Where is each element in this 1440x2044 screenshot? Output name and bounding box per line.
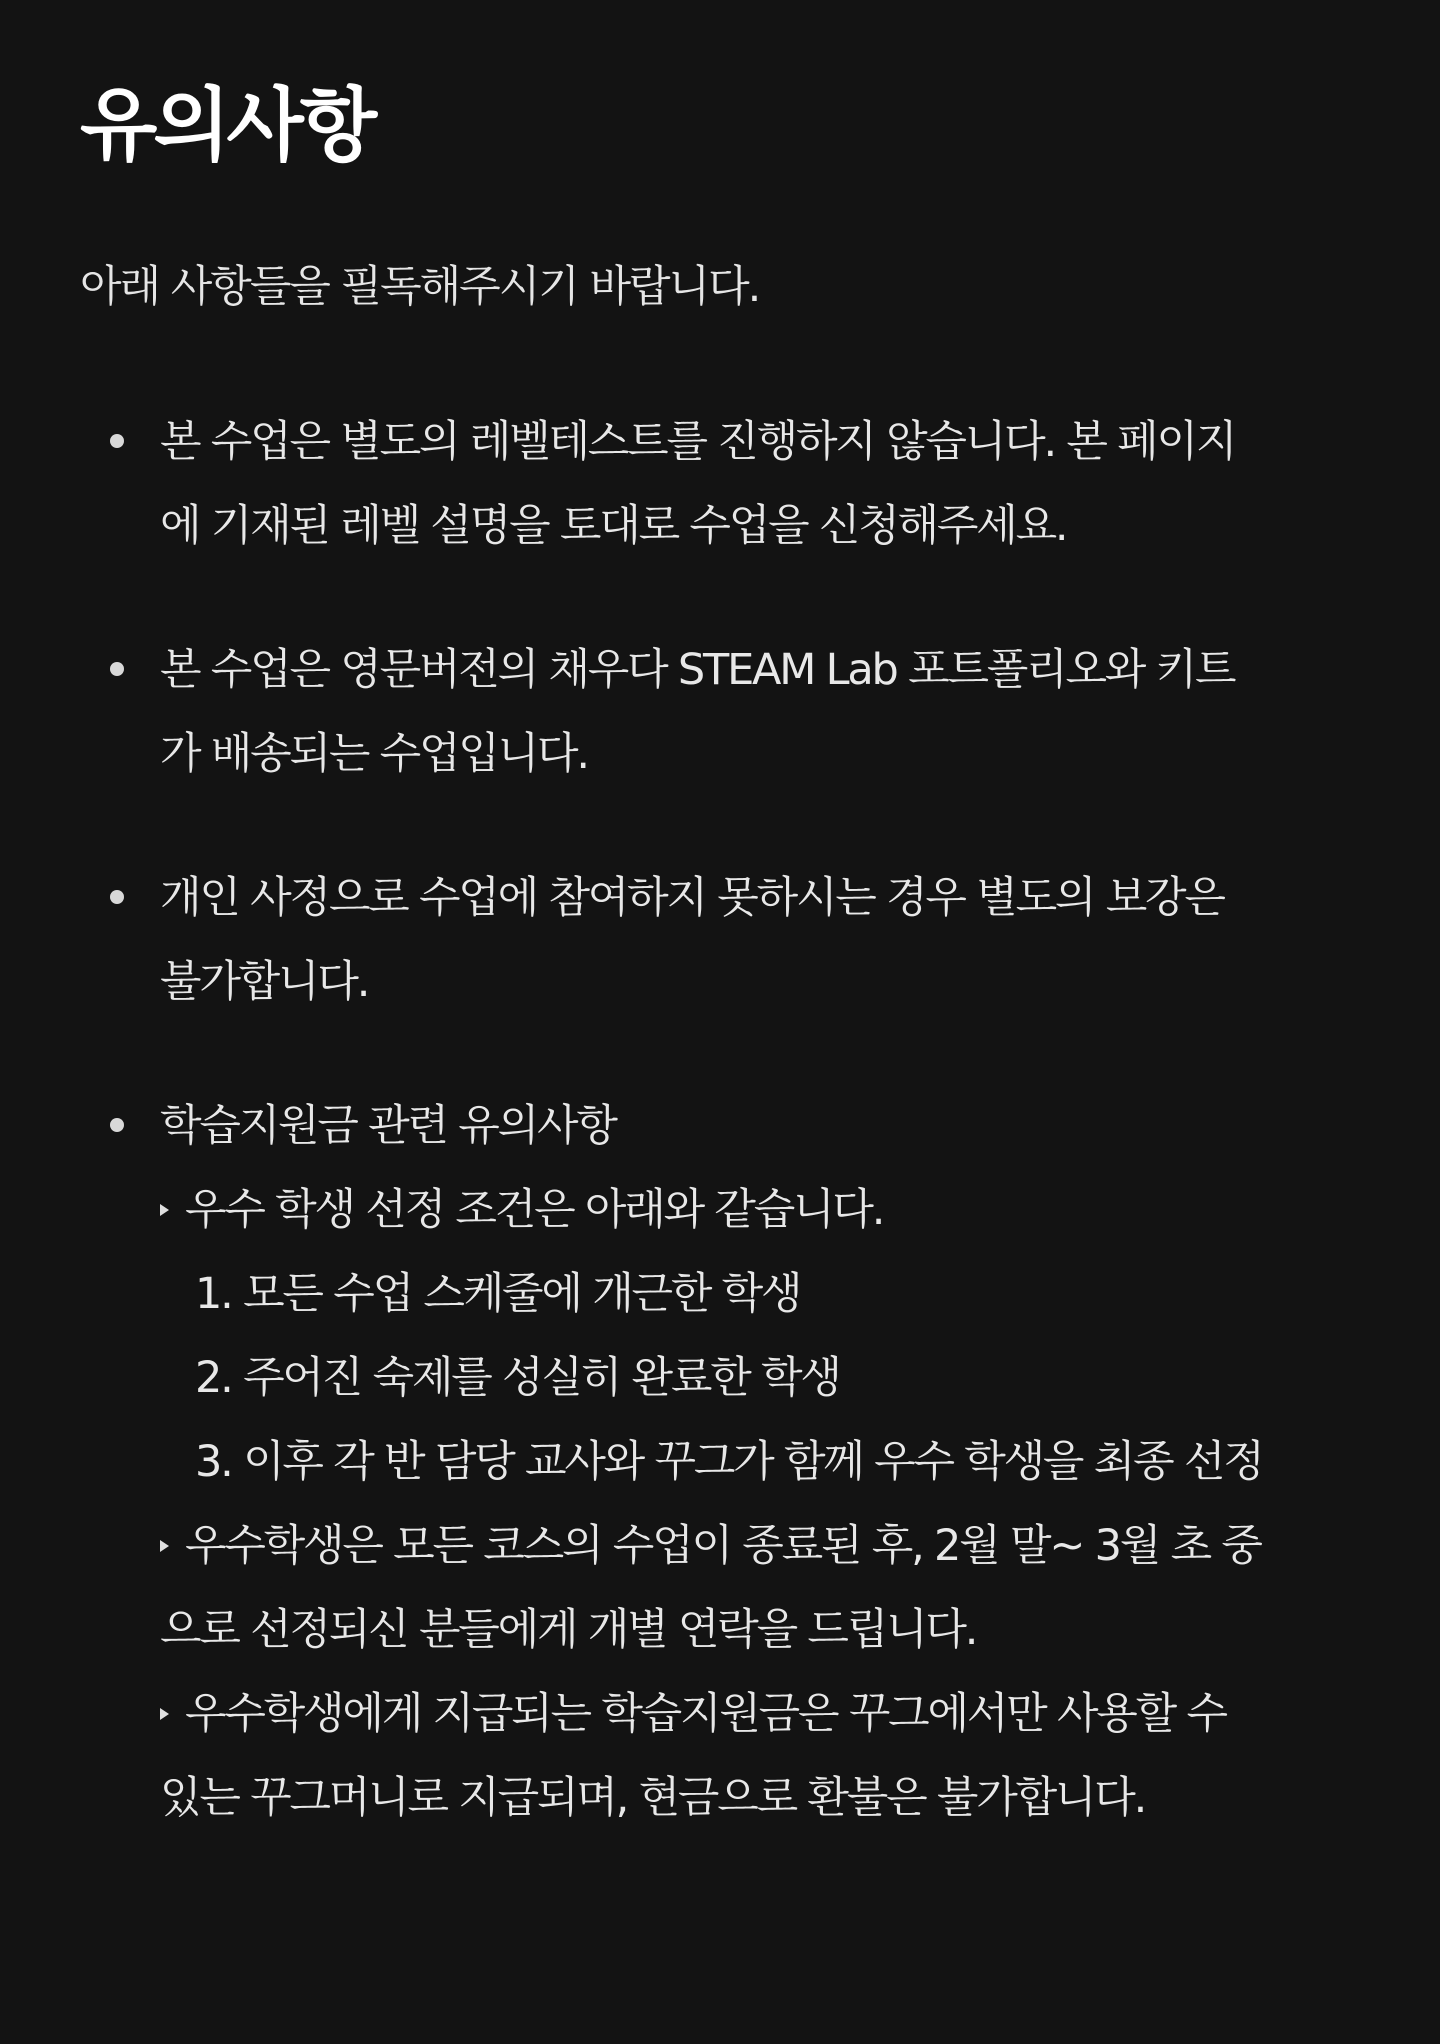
page-title: 유의사항 xyxy=(80,79,374,172)
note-text-line: 개인 사정으로 수업에 참여하지 못하시는 경우 별도의 보강은 xyxy=(160,873,1224,923)
triangle-right-icon xyxy=(160,1204,169,1216)
triangle-right-icon xyxy=(160,1708,169,1720)
page-subtitle: 아래 사항들을 필독해주시기 바랍니다. xyxy=(80,262,760,312)
note-text-line: 가 배송되는 수업입니다. xyxy=(160,729,588,779)
note-text-line: 에 기재된 레벨 설명을 토대로 수업을 신청해주세요. xyxy=(160,501,1067,551)
note-item-study-grant xyxy=(80,1084,1370,1840)
sub-item-continuation: 으로 선정되신 분들에게 개별 연락을 드립니다. xyxy=(160,1605,977,1655)
numbered-item: 2. 주어진 숙제를 성실히 완료한 학생 xyxy=(195,1353,840,1403)
bullet-icon xyxy=(110,1118,124,1132)
notes-list xyxy=(80,400,1370,1900)
note-item xyxy=(80,628,1370,796)
bullet-icon xyxy=(110,662,124,676)
numbered-item: 3. 이후 각 반 담당 교사와 꾸그가 함께 우수 학생을 최종 선정 xyxy=(195,1437,1263,1487)
sub-item-continuation: 있는 꾸그머니로 지급되며, 현금으로 환불은 불가합니다. xyxy=(160,1773,1146,1823)
note-text-line: 본 수업은 영문버전의 채우다 STEAM Lab 포트폴리오와 키트 xyxy=(160,645,1235,695)
note-item xyxy=(80,400,1370,568)
sub-item-text: 우수학생은 모든 코스의 수업이 종료된 후, 2월 말~ 3월 초 중 xyxy=(185,1521,1261,1571)
note-text-line: 본 수업은 별도의 레벨테스트를 진행하지 않습니다. 본 페이지 xyxy=(160,417,1236,467)
sub-item-text: 우수학생에게 지급되는 학습지원금은 꾸그에서만 사용할 수 xyxy=(185,1689,1226,1739)
sub-item xyxy=(160,1672,1370,1756)
sub-item-text: 우수 학생 선정 조건은 아래와 같습니다. xyxy=(185,1185,884,1235)
bullet-icon xyxy=(110,890,124,904)
triangle-right-icon xyxy=(160,1540,169,1552)
note-text-line: 불가합니다. xyxy=(160,957,369,1007)
note-heading: 학습지원금 관련 유의사항 xyxy=(160,1101,616,1151)
numbered-item: 1. 모든 수업 스케줄에 개근한 학생 xyxy=(195,1269,801,1319)
sub-item xyxy=(160,1504,1370,1588)
note-item xyxy=(80,856,1370,1024)
bullet-icon xyxy=(110,434,124,448)
sub-item xyxy=(160,1168,1370,1252)
